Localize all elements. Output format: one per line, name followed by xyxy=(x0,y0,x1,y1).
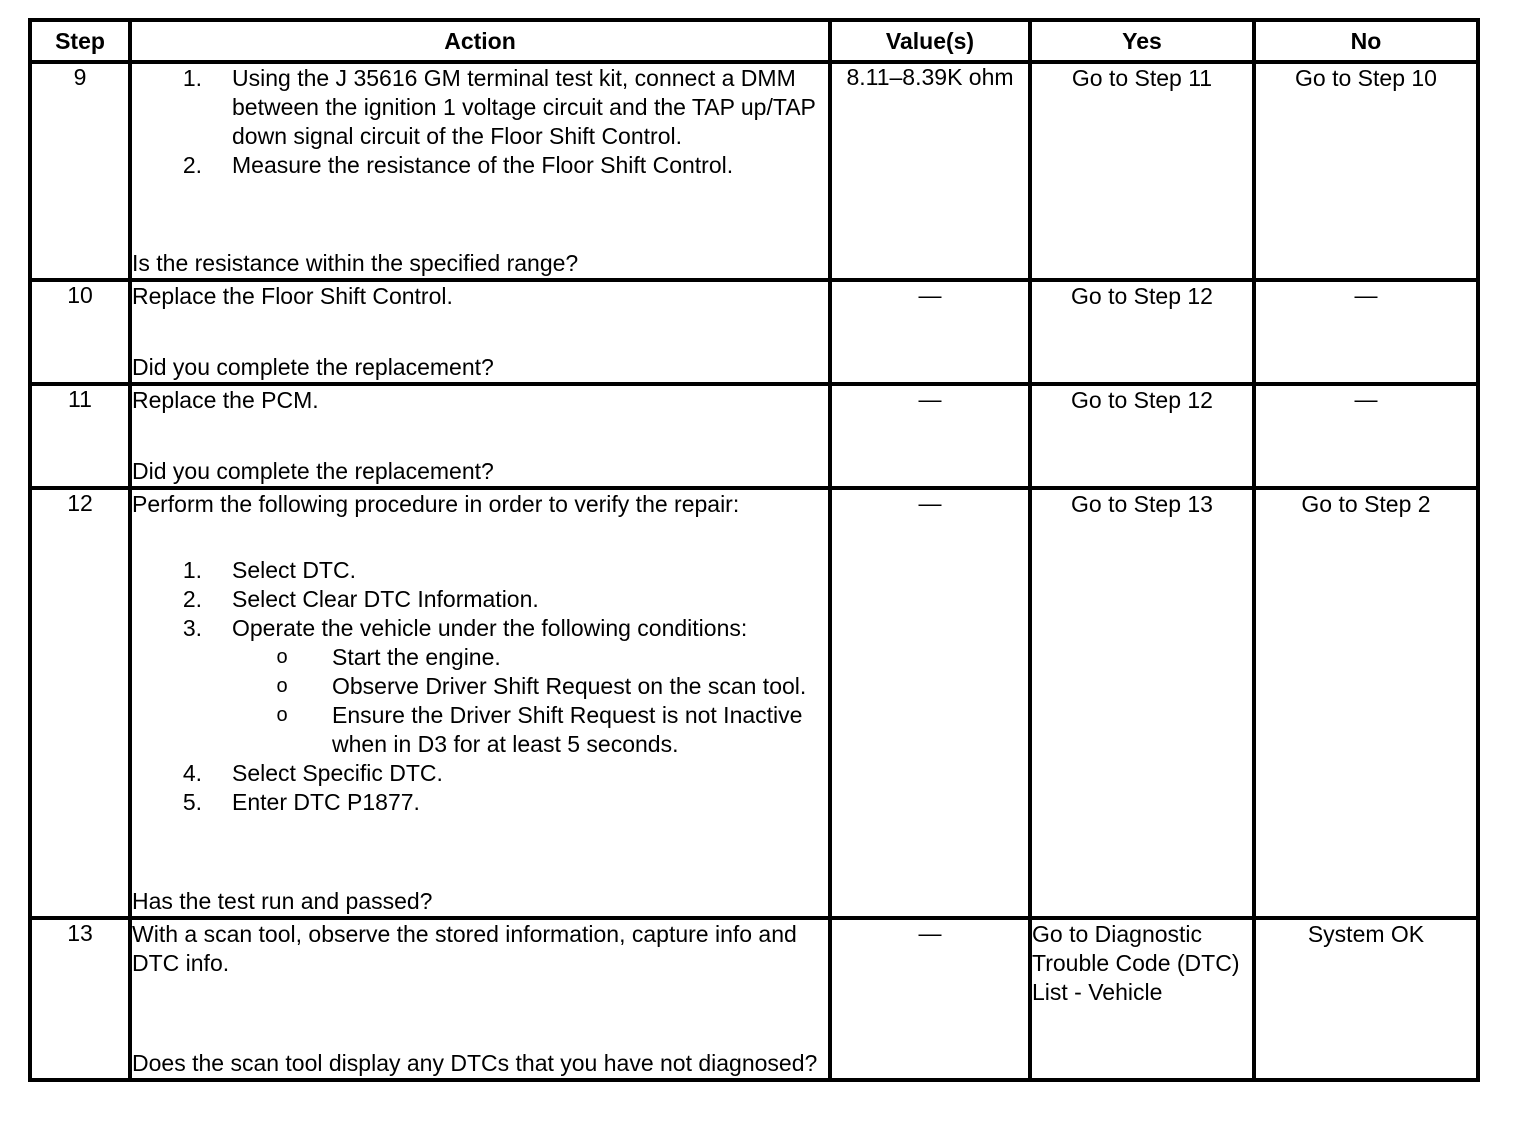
header-step: Step xyxy=(30,20,130,62)
diagnostic-table xyxy=(28,18,1480,1082)
step-number: 10 xyxy=(30,280,130,384)
list-item: 2. Select Clear DTC Information. xyxy=(182,586,539,612)
list-item: 5. Enter DTC P1877. xyxy=(182,789,420,815)
sub-list-item: o Start the engine. xyxy=(276,644,501,670)
action-question: Does the scan tool display any DTCs that you have not diagnosed? xyxy=(132,1050,818,1076)
yes-cell: Go to Diagnostic Trouble Code (DTC) List - Vehicle xyxy=(1030,918,1254,1080)
action-text: With a scan tool, observe the stored information, capture info and DTC info. xyxy=(132,921,797,976)
yes-cell: Go to Step 12 xyxy=(1030,384,1254,488)
action-question: Did you complete the replacement? xyxy=(132,458,494,484)
list-item: 1. Using the J 35616 GM terminal test kit, connect a DMM between the ignition 1 voltage circuit and the TAP up/TAP down signal circuit of the Floor Shift Control. xyxy=(182,65,816,149)
value-cell: 8.11–8.39K ohm xyxy=(830,62,1030,280)
list-item: 2. Measure the resistance of the Floor Shift Control. xyxy=(182,152,734,178)
table-row xyxy=(30,488,1478,918)
action-question: Is the resistance within the specified range? xyxy=(132,250,579,276)
table-row xyxy=(30,62,1478,280)
procedure-list xyxy=(132,64,828,180)
no-cell: Go to Step 2 xyxy=(1254,488,1478,918)
sub-list xyxy=(232,643,828,759)
header-values: Value(s) xyxy=(830,20,1030,62)
no-cell: System OK xyxy=(1254,918,1478,1080)
action-text: Replace the PCM. xyxy=(132,387,319,413)
sub-list-item: o Ensure the Driver Shift Request is not Inactive when in D3 for at least 5 seconds. xyxy=(276,702,803,757)
header-yes: Yes xyxy=(1030,20,1254,62)
step-number: 12 xyxy=(30,488,130,918)
no-cell: — xyxy=(1254,280,1478,384)
table-row xyxy=(30,918,1478,1080)
step-number: 11 xyxy=(30,384,130,488)
sub-list-item: o Observe Driver Shift Request on the scan tool. xyxy=(276,673,807,699)
action-text: Replace the Floor Shift Control. xyxy=(132,283,453,309)
step-number: 13 xyxy=(30,918,130,1080)
yes-cell: Go to Step 11 xyxy=(1030,62,1254,280)
value-cell: — xyxy=(830,280,1030,384)
action-question: Has the test run and passed? xyxy=(132,888,433,914)
action-cell xyxy=(130,488,830,918)
yes-cell: Go to Step 13 xyxy=(1030,488,1254,918)
action-cell xyxy=(130,918,830,1080)
value-cell: — xyxy=(830,918,1030,1080)
value-cell: — xyxy=(830,488,1030,918)
action-cell xyxy=(130,384,830,488)
value-cell: — xyxy=(830,384,1030,488)
list-item: 1. Select DTC. xyxy=(182,557,356,583)
list-item: 3. Operate the vehicle under the following conditions: xyxy=(182,615,748,641)
action-question: Did you complete the replacement? xyxy=(132,354,494,380)
header-action: Action xyxy=(130,20,830,62)
no-cell: Go to Step 10 xyxy=(1254,62,1478,280)
action-cell xyxy=(130,280,830,384)
procedure-list xyxy=(132,556,828,817)
header-row xyxy=(30,20,1478,62)
table-row xyxy=(30,280,1478,384)
no-cell: — xyxy=(1254,384,1478,488)
yes-cell: Go to Step 12 xyxy=(1030,280,1254,384)
sub-list-wrap xyxy=(132,643,828,759)
list-item: 4. Select Specific DTC. xyxy=(182,760,443,786)
action-cell xyxy=(130,62,830,280)
step-number: 9 xyxy=(30,62,130,280)
header-no: No xyxy=(1254,20,1478,62)
action-text: Perform the following procedure in order to verify the repair: xyxy=(132,491,740,517)
table-row xyxy=(30,384,1478,488)
